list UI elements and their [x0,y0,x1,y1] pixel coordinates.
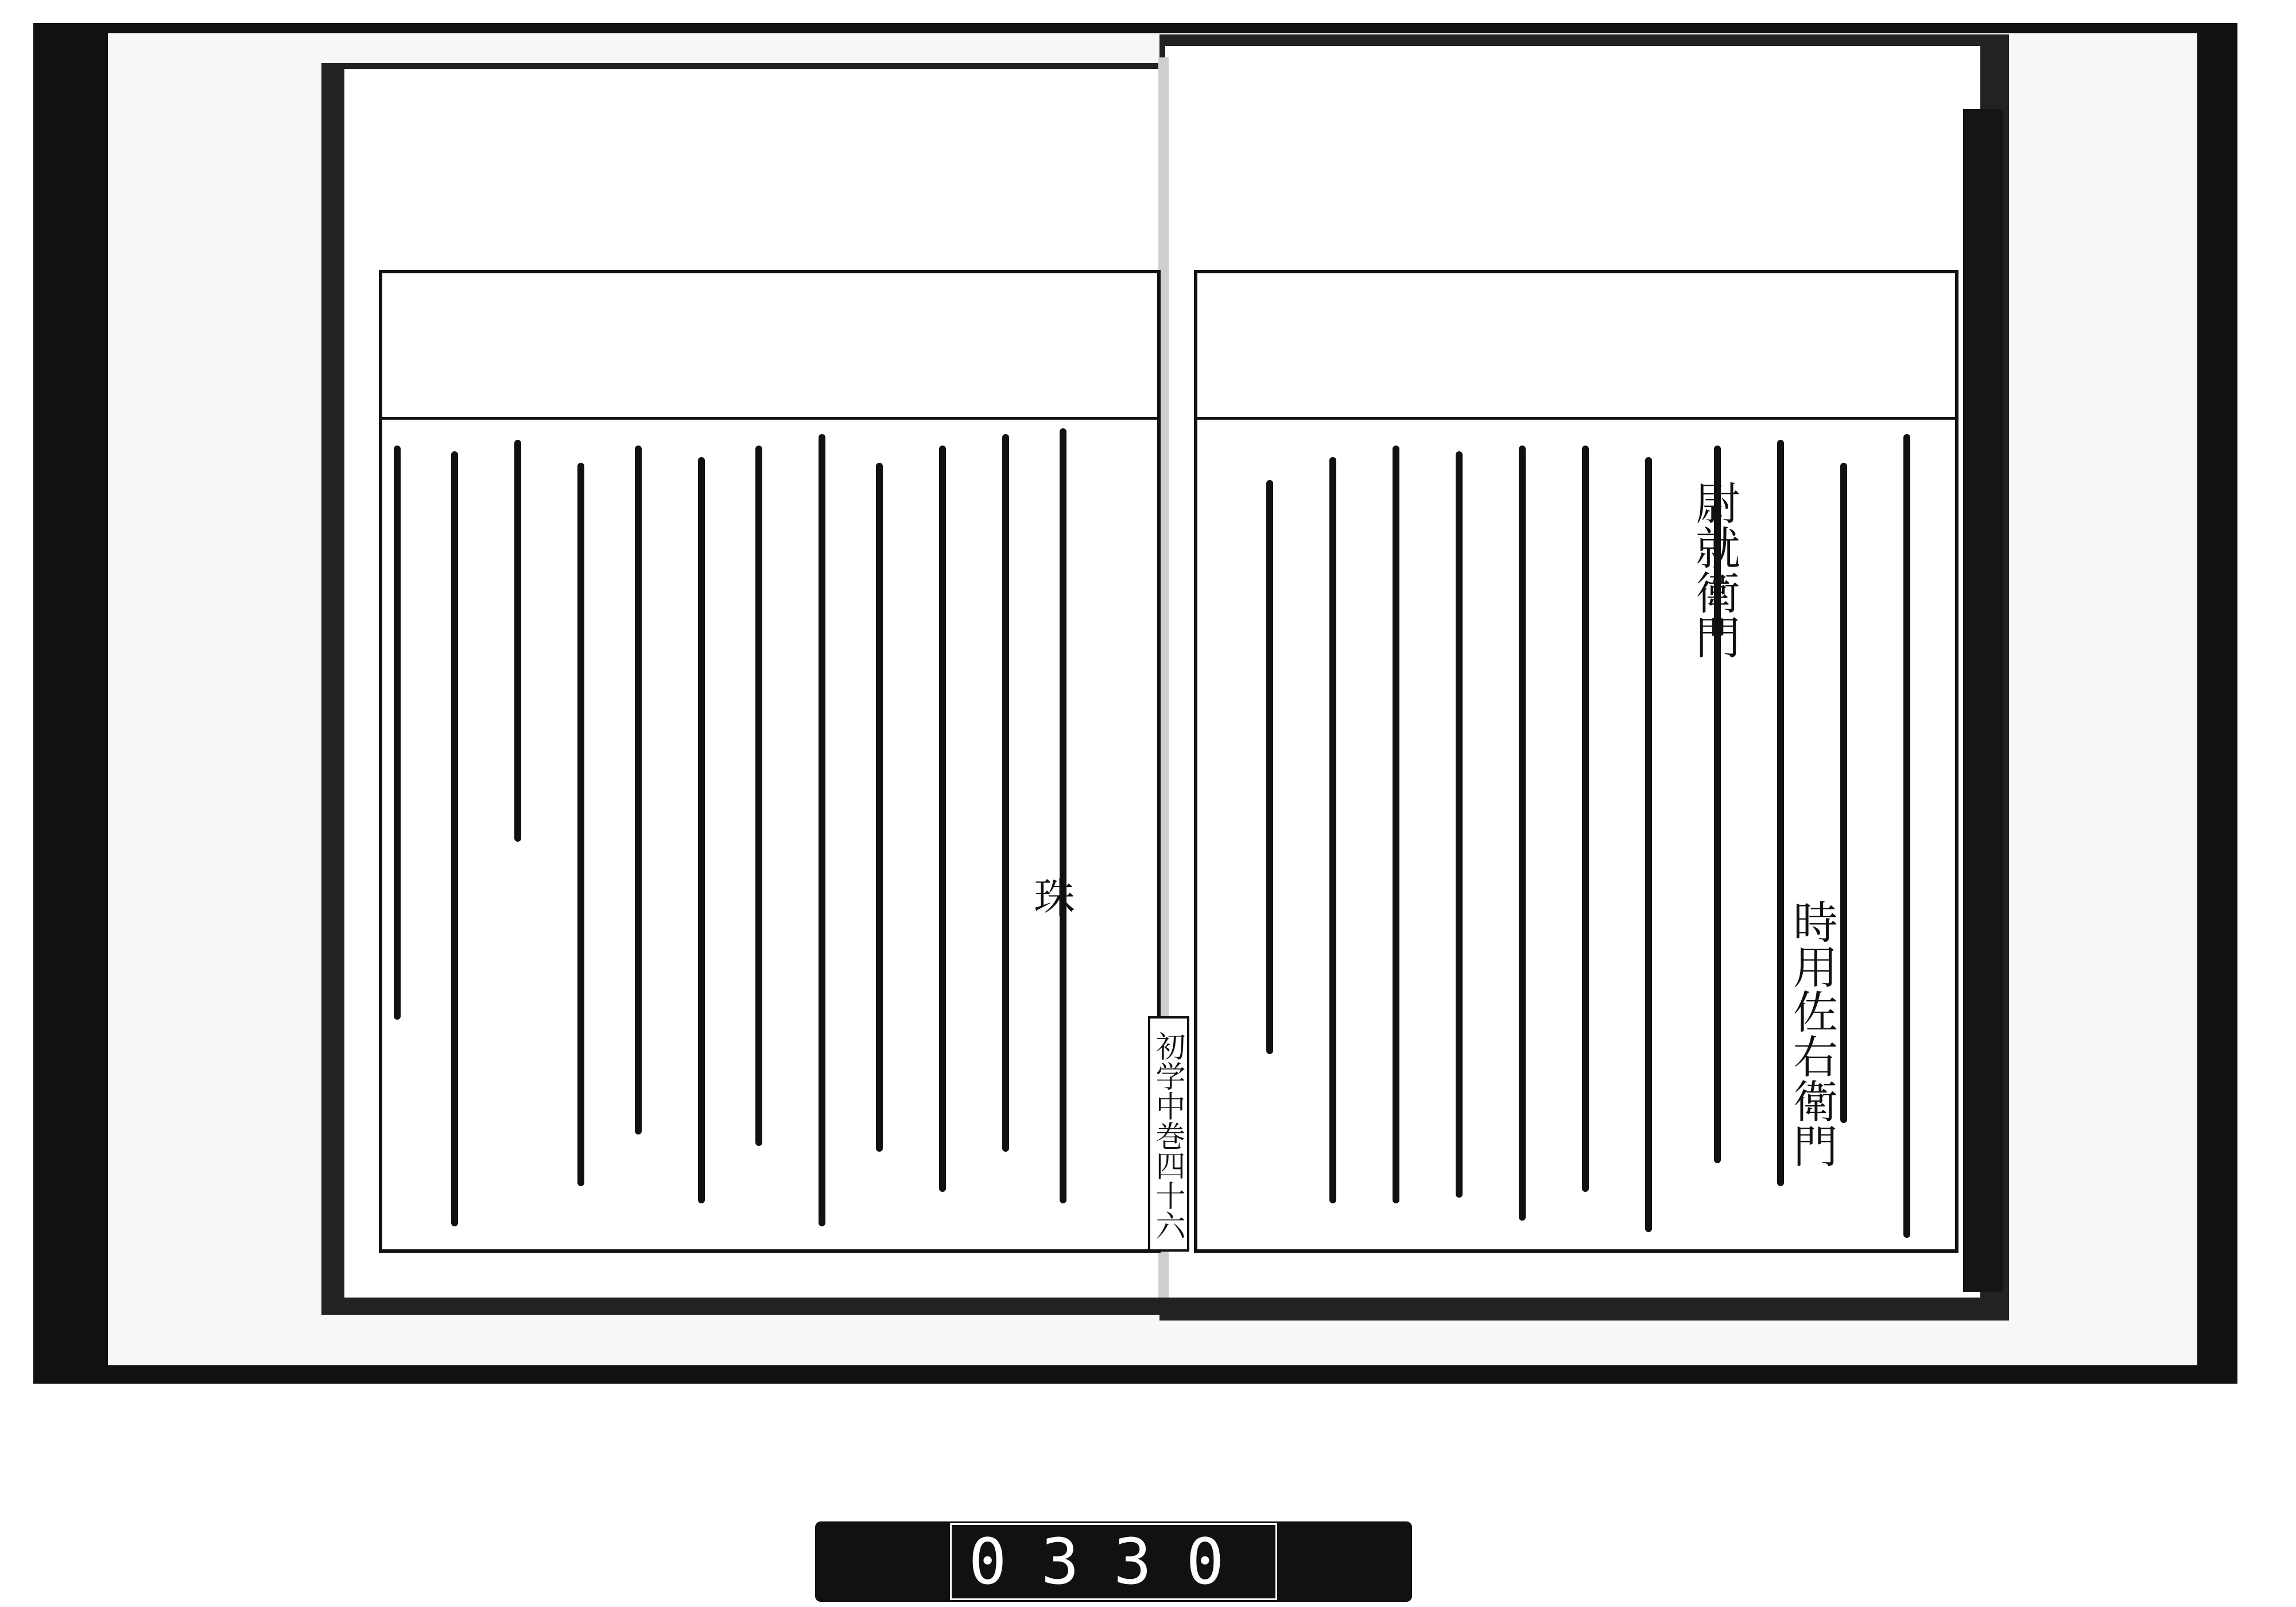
script-column [1840,463,1847,1123]
headnote-column [1892,279,1909,411]
headnote-column [1008,279,1025,411]
script-column [1266,480,1273,1054]
script-column [1519,446,1526,1221]
headnote-column [1094,279,1111,411]
script-column [698,457,705,1203]
script-column [819,434,825,1226]
headnote-column [1065,279,1083,411]
script-column [876,463,883,1152]
left-visible-word: 珠 [1027,876,1075,917]
script-column [1329,457,1336,1203]
left-headnote-band [382,273,1157,420]
right-visible-phrase: 尉就衛門 [1688,480,1740,659]
script-column [577,463,584,1186]
reel-number-badge [815,1521,1412,1602]
right-visible-phrase: 時用佐右衛門 [1786,899,1837,1168]
script-column [394,446,401,1020]
script-column [1582,446,1589,1192]
left-text-panel [379,270,1161,1253]
right-text-panel [1194,270,1958,1253]
headnote-column [1037,279,1054,411]
script-column [1002,434,1009,1152]
script-column [1060,428,1066,1203]
script-column [635,446,642,1134]
script-column [514,440,521,842]
script-column [1777,440,1784,1186]
headnote-column [1123,279,1140,411]
script-column [1645,457,1652,1232]
headnote-column [1921,279,1938,411]
right-headnote-band [1197,273,1955,420]
script-column [1393,446,1399,1203]
script-column [1903,434,1910,1238]
script-column [451,451,458,1226]
script-column [939,446,946,1192]
reel-number: 0330 [950,1523,1278,1600]
page-caption: 初学中巻四十六 [1148,1016,1189,1252]
script-column [1456,451,1463,1198]
script-column [755,446,762,1146]
page-edge-shadow [1963,109,2003,1292]
headnote-column [1863,279,1880,411]
